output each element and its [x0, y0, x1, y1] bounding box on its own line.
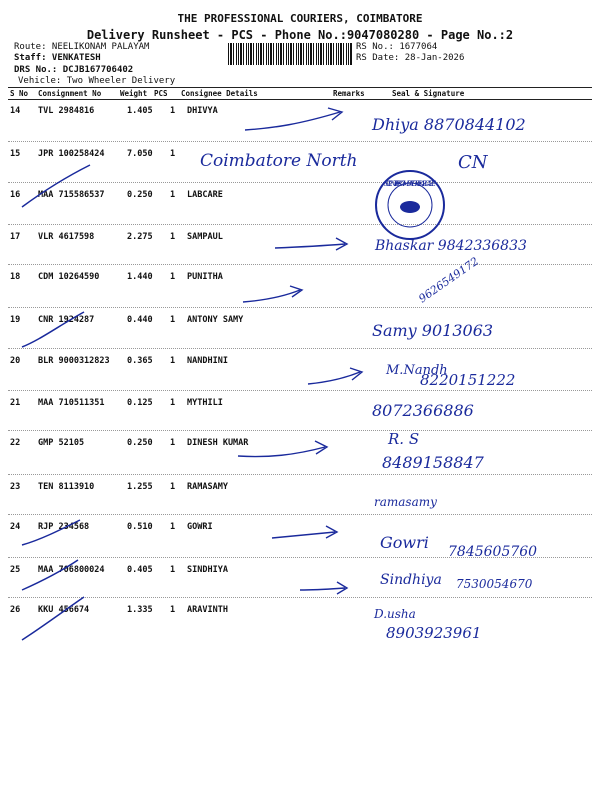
vehicle-label: Vehicle: Two Wheeler Delivery [18, 76, 176, 86]
row-separator [8, 182, 592, 183]
rs-date: RS Date: 28-Jan-2026 [356, 53, 465, 63]
signature-row14: Dhiya 8870844102 [372, 115, 526, 134]
arrow-mark [308, 372, 360, 384]
strike-mark [22, 597, 84, 640]
barcode [228, 43, 352, 65]
signature-row26: D.usha [374, 607, 416, 621]
row-separator [8, 264, 592, 265]
cell-weight: 0.250 [127, 438, 153, 448]
note-row15: Coimbatore North [200, 151, 358, 171]
col-pcs: PCS [154, 89, 168, 98]
cell-sno: 15 [10, 149, 21, 159]
signature-row15: CN [458, 152, 488, 173]
row-separator [8, 557, 592, 558]
signature-row20-name: M.Nandh [386, 363, 448, 378]
cell-pcs: 1 [170, 482, 176, 492]
signature-row22: R. S [388, 430, 420, 448]
row-separator [8, 141, 592, 142]
cell-consignee: RAMASAMY [187, 482, 228, 492]
cell-consignment-no: VLR 4617598 [38, 232, 95, 242]
cell-pcs: 1 [170, 605, 176, 615]
cell-pcs: 1 [170, 438, 176, 448]
cell-sno: 18 [10, 272, 21, 282]
cell-consignment-no: KKU 456674 [38, 605, 90, 615]
phone-row26: 8903923961 [386, 624, 482, 642]
cell-sno: 24 [10, 522, 21, 532]
cell-pcs: 1 [170, 398, 176, 408]
cell-consignment-no: CNR 1924287 [38, 315, 95, 325]
signature-row18: 9626549172 [416, 254, 482, 306]
cell-pcs: 1 [170, 232, 176, 242]
cell-sno: 20 [10, 356, 21, 366]
col-seal-signature: Seal & Signature [392, 89, 465, 98]
cell-consignee: ARAVINTH [187, 605, 228, 615]
cell-consignment-no: MAA 710511351 [38, 398, 105, 408]
svg-text:SCIENTIFIC • COIMBATORE • LABC: SCIENTIFIC • COIMBATORE • LABCARE [384, 180, 436, 188]
cell-consignment-no: GMP 52105 [38, 438, 85, 448]
signature-row25: Sindhiya [380, 572, 442, 588]
signature-row20-phone: 8220151222 [420, 371, 516, 389]
cell-consignment-no: BLR 9000312823 [38, 356, 110, 366]
arrow-mark [272, 532, 335, 538]
row-separator [8, 514, 592, 515]
phone-row24: 7845605760 [448, 544, 538, 560]
cell-sno: 25 [10, 565, 21, 575]
cell-weight: 1.255 [127, 482, 153, 492]
col-consignee: Consignee Details [181, 89, 258, 98]
cell-pcs: 1 [170, 565, 176, 575]
col-weight: Weight [120, 89, 148, 98]
cell-consignee: GOWRI [187, 522, 213, 532]
cell-weight: 0.125 [127, 398, 153, 408]
cell-pcs: 1 [170, 356, 176, 366]
cell-consignee: LABCARE [187, 190, 223, 200]
table-header-border [8, 99, 592, 100]
col-sno: S No [10, 89, 29, 98]
cell-weight: 0.405 [127, 565, 153, 575]
cell-weight: 1.405 [127, 106, 153, 116]
document-subtitle: Delivery Runsheet - PCS - Phone No.:9047080280 - Page No.:2 [86, 28, 514, 42]
cell-weight: 1.335 [127, 605, 153, 615]
cell-consignee: ANTONY SAMY [187, 315, 244, 325]
cell-consignment-no: MAA 706800024 [38, 565, 105, 575]
cell-sno: 16 [10, 190, 21, 200]
signature-row24: Gowri [380, 533, 429, 552]
table-top-border [8, 87, 592, 88]
cell-consignment-no: CDM 10264590 [38, 272, 100, 282]
signature-row23: ramasamy [374, 495, 437, 509]
row-separator [8, 224, 592, 225]
cell-consignee: DHIVYA [187, 106, 218, 116]
row-separator [8, 390, 592, 391]
row-separator [8, 307, 592, 308]
cell-sno: 26 [10, 605, 21, 615]
phone-row25: 7530054670 [456, 577, 533, 591]
cell-consignment-no: TVL 2984816 [38, 106, 95, 116]
cell-weight: 0.250 [127, 190, 153, 200]
cell-weight: 0.365 [127, 356, 153, 366]
cell-consignment-no: JPR 100258424 [38, 149, 105, 159]
row-separator [8, 348, 592, 349]
cell-pcs: 1 [170, 315, 176, 325]
cell-sno: 23 [10, 482, 21, 492]
cell-consignee: DINESH KUMAR [187, 438, 249, 448]
cell-weight: 0.510 [127, 522, 153, 532]
signature-row19: Samy 9013063 [372, 321, 494, 340]
route-label: Route: NEELIKONAM PALAYAM [14, 42, 150, 52]
col-consignment: Consignment No [38, 89, 102, 98]
cell-consignee: NANDHINI [187, 356, 228, 366]
cell-sno: 22 [10, 438, 21, 448]
phone-row22: 8489158847 [382, 453, 484, 472]
row-separator [8, 597, 592, 598]
staff-label: Staff: VENKATESH [14, 53, 101, 63]
arrow-mark [275, 244, 345, 248]
arrow-mark [243, 290, 300, 302]
row-separator [8, 430, 592, 431]
cell-consignee: SAMPAUL [187, 232, 223, 242]
cell-pcs: 1 [170, 190, 176, 200]
signature-row17: Bhaskar 9842336833 [375, 238, 527, 254]
cell-consignee: PUNITHA [187, 272, 223, 282]
cell-sno: 19 [10, 315, 21, 325]
cell-consignment-no: TEN 8113910 [38, 482, 95, 492]
cell-weight: 0.440 [127, 315, 153, 325]
col-remarks: Remarks [333, 89, 365, 98]
cell-pcs: 1 [170, 272, 176, 282]
cell-weight: 7.050 [127, 149, 153, 159]
cell-weight: 2.275 [127, 232, 153, 242]
cell-pcs: 1 [170, 106, 176, 116]
row-separator [8, 474, 592, 475]
arrow-mark [245, 112, 340, 130]
cell-pcs: 1 [170, 149, 176, 159]
cell-sno: 14 [10, 106, 21, 116]
cell-consignee: MYTHILI [187, 398, 223, 408]
cell-sno: 17 [10, 232, 21, 242]
cell-sno: 21 [10, 398, 21, 408]
rs-number: RS No.: 1677064 [356, 42, 438, 52]
strike-mark [22, 165, 90, 207]
signature-row21: 8072366886 [372, 401, 474, 420]
document-title: THE PROFESSIONAL COURIERS, COIMBATORE [177, 12, 423, 25]
cell-consignment-no: MAA 715586537 [38, 190, 105, 200]
cell-consignment-no: RJP 234568 [38, 522, 90, 532]
cell-consignee: SINDHIYA [187, 565, 228, 575]
cell-pcs: 1 [170, 522, 176, 532]
arrow-mark [300, 588, 345, 590]
cell-weight: 1.440 [127, 272, 153, 282]
drs-number: DRS No.: DCJB167706402 [14, 65, 134, 75]
arrow-mark [238, 447, 325, 457]
